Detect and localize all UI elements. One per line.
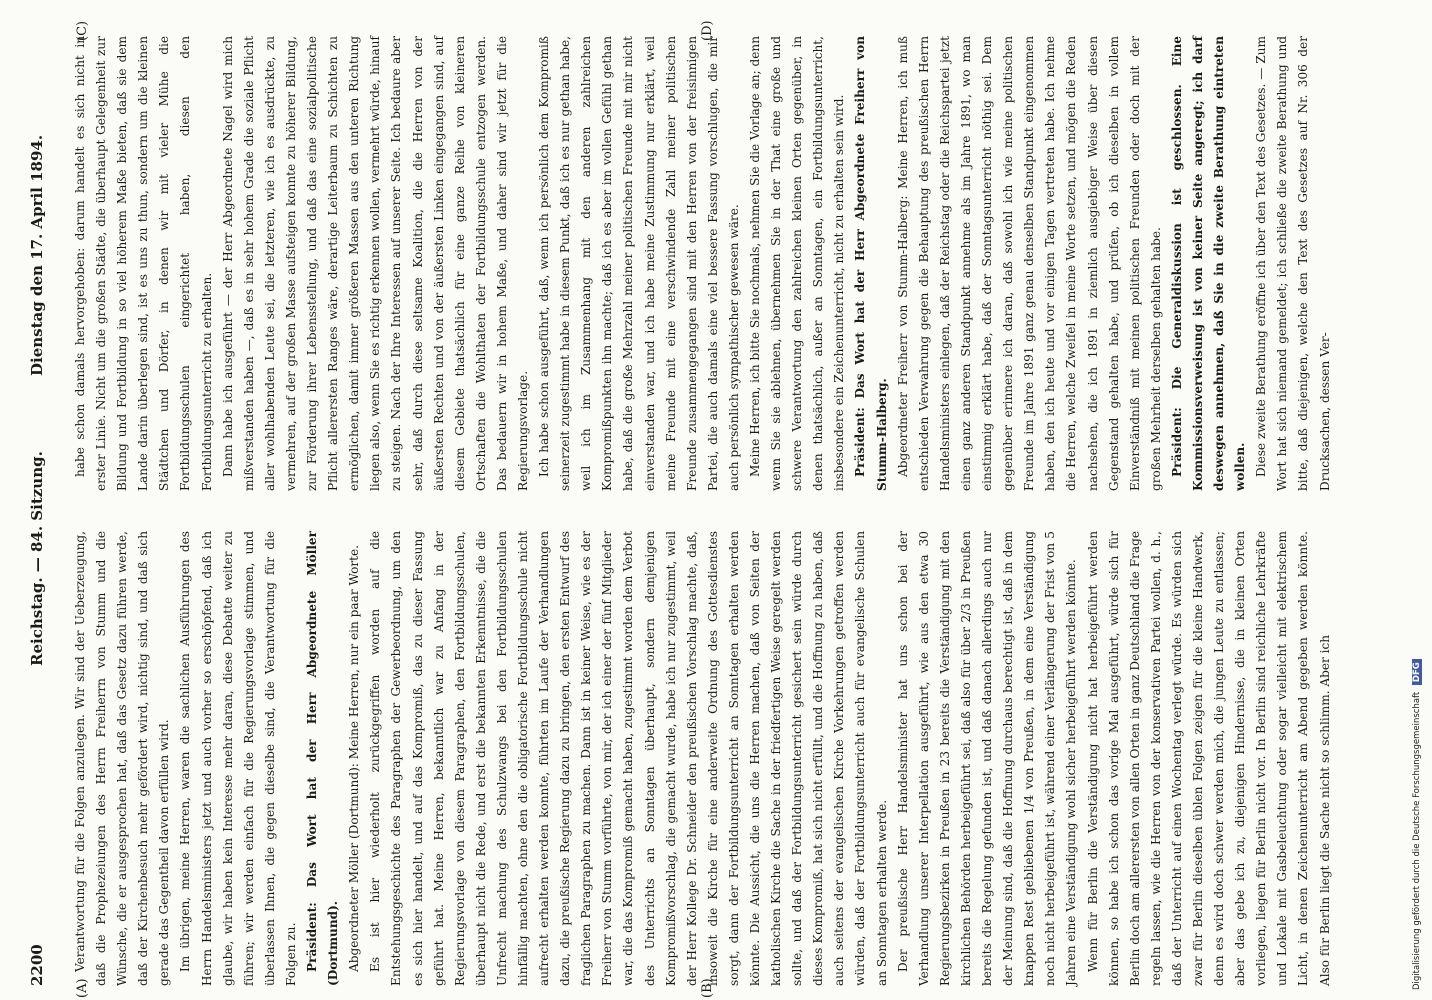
speaker-paragraph: Präsident: Das Wort hat der Herr Abgeordnete Möller (Dortmund).: [305, 531, 341, 986]
page-header: [28, 11, 58, 996]
paragraph: Im übrigen, meine Herren, waren die sachlichen Ausführungen des Herrn Handelsministers jetzt und auch vorher so erschöpfend, daß ich glaube, wir haben kein Interesse mehr daran, diese Debatte weiter zu führen; wir werden einfach für die Regierungsvorlage stimmen, und überlassen Ihnen, die gegen dieselbe sind, die Verantwortung für die Folgen zu.: [178, 531, 298, 986]
paragraph: Abgeordneter Freiherr von Stumm-Halberg: Meine Herren, ich muß entschieden Verwahrung gegen die Behauptung des preußischen Herrn Handelsministers einlegen, daß der Reichstag oder die Reichspartei jetzt einen ganz anderen Standpunkt annehme als im Jahre 1891, wo man einstimmig erklärt habe, daß der Sonntagsunterricht nöthig sei. Dem gegenüber erinnere ich daran, daß sowohl ich wie meine politischen Freunde im Jahre 1891 ganz genau denselben Standpunkt eingenommen haben, den ich heute und vor einigen Tagen vertreten habe. Ich nehme die Herren, welche Zweifel in meine Worte setzen, und mögen die Reden nachsehen, die ich 1891 in ziemlich ausgiebiger Weise über diesen Gegenstand gehalten habe, und prüfen, ob ich dieselben in vollem Einverständniß mit meinen politischen Freunden oder doch mit der großen Mehrheit derselben gehalten habe.: [895, 36, 1163, 491]
paragraph: Es ist hier wiederholt zurückgegriffen worden auf die Entstehungsgeschichte des Paragraphen der Gewerbeordnung, um den es sich hier handelt, und auf das Kompromiß, das zu dieser Fassung geführt hat. Meine Herren, bekanntlich war zu Anfang in der Regierungsvorlage von diesem Paragraphen, den Fortbildungsschulen, überhaupt nicht die Rede, und erst die bekannten Erkenntnisse, die die Unfrecht machung des Schulzwangs bei den Fortbildungsschulen hinfällig machten, ohne den die obligatorische Fortbildungsschule nicht aufrecht erhalten werden konnte, führten im Laufe der Verhandlungen dazu, die preußische Regierung dazu zu bringen, den ersten Entwurf des fraglichen Paragraphen zu machen. Dann ist in keiner Weise, wie es der Freiherr von Stumm vorführte, von mir, der ich einer der fünf Mitglieder war, die das Kompromiß gemacht haben, zugestimmt worden dem Verbot des Unterrichts an Sonntagen überhaupt, sondern demjenigen Kompromißvorschlag, die gemacht wurde, habe ich nur zugestimmt, weil der Herr Kollege Dr. Schneider den preußischen Vorschlag machte, daß, insoweit die Kirche für eine anderweite Ordnung des Gottesdienstes sorgt, dann der Fortbildungsunterricht an Sonntagen erhalten werden könnte. Die Aussicht, die uns die Herren machen, daß von Seiten der katholischen Kirche die Sache in der friedfertigen Weise geregelt werden sollte, und daß der Fortbildungsunterricht gesichert sein würde durch dieses Kompromiß, hat sich nicht erfüllt, und die Hoffnung zu haben, daß auch seitens der evangelischen Kirche Vorkehrungen getroffen werden würden, daß der Fortbildungsunterricht auch für evangelische Schulen an Sonntagen erhalten werde.: [368, 531, 889, 986]
text-column-left: [70, 531, 1336, 986]
paragraph: Der preußische Herr Handelsminister hat uns schon bei der Verhandlung unserer Interpellation ausgeführt, wie aus den etwa 30 Regierungsbezirken in Preußen in 23 bereits die Verständigung mit den kirchlichen Behörden herbeigeführt sei, daß also für über 2/3 in Preußen bereits die Regelung gefunden ist, und daß danach allerdings auch nur der Meinung sind, daß die Hoffnung durchaus berechtigt ist, daß in dem knappen Rest gebliebenen 1/4 von Preußen, in dem eine Verständigung noch nicht herbeigeführt ist, während einer Verlängerung der Frist von 5 Jahren eine Verständigung wohl sicher herbeigeführt werden könnte.: [895, 531, 1079, 986]
dfg-logo: DFG: [1412, 659, 1422, 685]
paragraph: Wenn für Berlin die Verständigung nicht hat herbeigeführt werden können, so habe ich schon das vorige Mal ausgeführt, würde sich für Berlin doch am allerersten von allen Orten in ganz Deutschland die Frage regeln lassen, wie die Herren von der konservativen Partei wollen, d. h., daß der Unterricht auf einen Wochentag verlegt würde. Es würden sich zwar für Berlin dieselben üblen Folgen zeigen für die kleine Handwerk, denn es wird doch schwer werden mich, die jungen Leute zu entlassen; aber das gebe ich zu, diejenigen Hindernisse, die in kleinen Orten vorliegen, liegen für Berlin nicht vor. In Berlin sind reichliche Lehrkräfte und Lokale mit Gasbeleuchtung oder sogar vielleicht mit elektrischem Licht, in denen Zeichenunterricht am Abend gegeben werden könnte. Also für Berlin liegt die Sache nicht so schlimm. Aber ich: [1085, 531, 1332, 986]
credit-text: Digitalisierung gefördert durch die Deutsche Forschungsgemeinschaft: [1412, 691, 1422, 990]
session-date: Dienstag den 17. April 1894.: [28, 134, 46, 376]
margin-mark-b: (B): [700, 978, 715, 998]
speaker-paragraph: Präsident: Die Generaldiskussion ist geschlossen. Eine Kommissionsverweisung ist von keiner Seite angeregt; ich darf deswegen annehmen, daß Sie in die zweite Berathung eintreten wollen.: [1169, 36, 1248, 491]
paragraph: Dann habe ich ausgeführt — der Herr Abgeordnete Nagel wird mich mißverstanden haben —, daß es in sehr hohem Grade die soziale Pflicht aller wohlhabenden Leute sei, die letzteren, wie ich es ausdrückte, zu vermehren, auf der großen Masse aufsteigen konnte zu höherer Bildung, zur Förderung ihrer Lebensstellung, und daß das eine sozialpolitische Pflicht allerersten Ranges wäre, derartige Leiterbaum zu Schichten zu ermöglichen, damit immer größeren Massen aus den unteren Richtung liegen also, wenn Sie es richtig erkennen wollen, vermehrt würde, hinauf zu steigen. Nach der Ihre Interessen auf unserer Seite. Ich bedaure aber sehr, daß durch diese seltsame Koalition, die die Herren von der äußersten Rechten und von der äußersten Linken eingegangen sind, auf diesem Gebiete thatsächlich für eine ganze Reihe von kleineren Ortschaften die Wohlthaten der Fortbildungsschule entzogen werden. Das bedauern wir in hohem Maße, und daher sind wir jetzt für die Regierungsvorlage.: [220, 36, 530, 491]
margin-mark-a: (A): [75, 978, 90, 998]
paragraph: Verantwortung für die Folgen anzulegen. Wir sind der Ueberzeugung, daß die Prophezeiungen des Herrn Freiherrn von Stumm und die Wünsche, die er ausgesprochen hat, daß das Gesetz dazu führen werde, daß der Kirchenbesuch mehr gefördert wird, nichtig sind, und daß sich gerade das Gegentheil davon erfüllen wird.: [73, 531, 172, 986]
margin-mark-c: (C): [75, 20, 90, 41]
paragraph: Ich habe schon ausgeführt, daß, wenn ich persönlich dem Kompromiß seinerzeit zugestimmt habe in diesem Punkt, daß ich es nur gethan habe, weil ich im Zusammenhang mit den anderen zahlreichen Kompromißpunkten ihn machte; daß ich es aber im vollen Gefühl gethan habe, daß die große Mehrzahl meiner politischen Freunde mit mir nicht einverstanden war, und ich habe meine Zustimmung nur erklärt, weil meine Freunde mit eine verschwindende Zahl meiner politischen Freunde zusammengegangen sind mit den Herren von der freisinnigen Partei, die auch damals eine viel bessere Fassung vorschlugen, die mir auch persönlich sympathischer gewesen wäre.: [537, 36, 741, 491]
page-number: 2200: [28, 944, 46, 986]
margin-mark-d: (D): [700, 20, 715, 41]
digitization-credit: [1412, 0, 1430, 990]
session-title: Reichstag. — 84. Sitzung.: [28, 451, 46, 666]
paragraph: Abgeordneter Möller (Dortmund): Meine Herren, nur ein paar Worte.: [347, 545, 362, 972]
paragraph: Meine Herren, ich bitte Sie nochmals, nehmen Sie die Vorlage an; denn wenn Sie sie ablehnen, übernehmen Sie in der That eine große und schwere Verantwortung den zahlreichen kleinen Orten gegenüber, in denen thatsächlich, außer an Sonntagen, ein Fortbildungsunterricht, insbesondere ein Zeichenunterricht, nicht zu erhalten sein wird.: [748, 36, 847, 491]
rotated-page: [0, 11, 1395, 996]
text-column-right: [70, 36, 1336, 491]
speaker-paragraph: Präsident: Das Wort hat der Herr Abgeordnete Freiherr von Stumm-Halberg.: [853, 36, 889, 491]
paragraph: habe schon damals hervorgehoben: darum handelt es sich nicht in erster Linie. Nicht um die großen Städte, die überhaupt Gelegenheit zur Bildung und Fortbildung in so viel höherem Maße bieten, daß sie dem Lande darin überlegen sind, ist es uns zu thun, sondern um die kleinen Städtchen und Dörfer, in denen wir mit vieler Mühe die Fortbildungsschulen eingerichtet haben, diesen den Fortbildungsunterricht zu erhalten.: [73, 36, 214, 491]
paragraph: Diese zweite Berathung eröffne ich über den Text des Gesetzes. — Zum Wort hat sich niemand gemeldet; ich schließe die zweite Berathung und bitte, daß diejenigen, welche den Text des Gesetzes auf Nr. 306 der Drucksachen, dessen Ver-: [1254, 36, 1332, 491]
